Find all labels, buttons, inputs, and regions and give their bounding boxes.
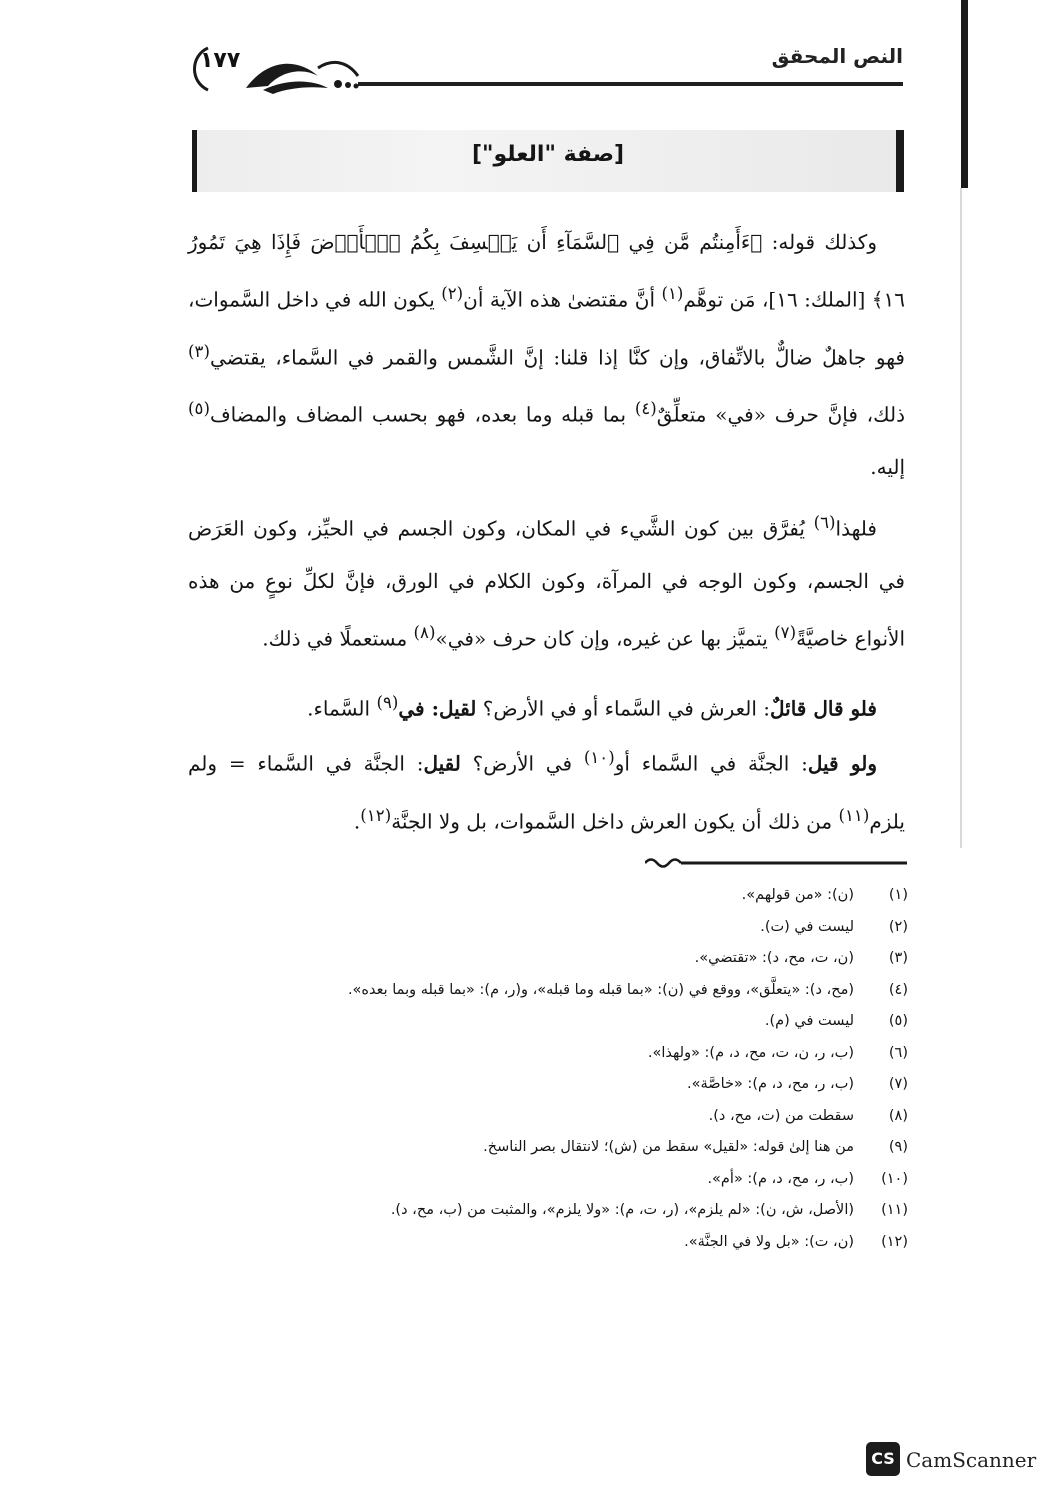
p1-text-f: إليه.: [870, 454, 905, 479]
paragraph-2: [188, 497, 905, 664]
footnote-number: (١٢): [881, 1233, 908, 1250]
footnote-ref-11: (١١): [838, 805, 870, 825]
camscanner-logo-icon: CS: [866, 1442, 900, 1476]
footnote-number: (١): [888, 887, 908, 903]
footnote-text: ليست في (م).: [764, 1013, 854, 1029]
p2-text-b: يُفرَّق بين كون الشَّيء في المكان، وكون الجسم في الحيِّز، وكون العَرَض في الجسم، وكون الوجه في المرآة، وكون الكلام في الورق، فإنَّ لكلِّ نوعٍ من هذه الأنواع خاصيَّةً: [188, 516, 905, 651]
footnote-item: [288, 1132, 908, 1164]
footnote-text: (ن، ت، مح، د): «تقتضي».: [694, 950, 854, 966]
footnote-item: [288, 943, 908, 975]
p4-text-f: من ذلك أن يكون العرش داخل السَّموات، بل ولا الجنَّة: [391, 809, 839, 834]
footnote-item: [288, 1038, 908, 1070]
p1-text-a: مَن توهَّم: [683, 287, 756, 312]
p4-text-d: لقيل: [423, 751, 461, 776]
p1-text-b: أنَّ مقتضىٰ هذه الآية أن: [463, 287, 662, 312]
quran-verse: ﴿ءَأَمِنتُم مَّن فِي ٱلسَّمَآءِ أَن يَخۡسِفَ بِكُمُ ٱلۡأَرۡضَ فَإِذَا هِيَ تَمُورُ ١٦﴾: [188, 230, 905, 312]
footnotes-list: [288, 880, 908, 1258]
footnote-ref-2: (٢): [441, 284, 464, 303]
p3-text-d: السَّماء.: [307, 696, 377, 721]
footnote-number: (٧): [888, 1076, 908, 1092]
section-heading-box: [192, 130, 904, 192]
footnote-text: (ن): «من قولهم».: [741, 887, 854, 903]
p4-text-e: : الجنَّة في السَّماء = ولم يلزم: [188, 751, 905, 834]
p4-text-g: .: [353, 809, 361, 834]
footnote-number: (٣): [888, 950, 908, 966]
p3-text-b: : العرش في السَّماء أو في الأرض؟: [476, 696, 770, 721]
p2-text-c: يتميَّز بها عن غيره، وإن كان حرف «في»: [435, 626, 775, 651]
footnote-number: (١١): [881, 1202, 908, 1218]
section-title: [صفة "العلو"]: [471, 142, 625, 167]
header-title: النص المحقق: [771, 44, 903, 68]
footnote-item: [288, 1069, 908, 1101]
footnote-text: (ن، ت): «بل ولا في الجنَّة».: [684, 1233, 854, 1250]
footnote-ref-1: (١): [661, 284, 684, 303]
footnote-number: (١٠): [881, 1170, 908, 1187]
footnote-item: [288, 1164, 908, 1196]
footnote-item: [288, 975, 908, 1007]
footnote-text: من هنا إلىٰ قوله: «لقيل» سقط من (ش)؛ لانتقال بصر الناسخ.: [483, 1139, 854, 1155]
p2-text-a: فلهذا: [835, 516, 877, 541]
header-rule: [358, 82, 903, 86]
paragraph-4: [188, 732, 905, 847]
footnote-ref-4: (٤): [634, 399, 657, 419]
footnote-text: (ب، ر، مح، د، م): «خاصَّة».: [687, 1076, 854, 1092]
footnote-ref-9: (٩): [376, 693, 399, 712]
footnote-text: ليست في (ت).: [760, 918, 854, 935]
p4-text-b: : الجنَّة في السَّماء أو: [614, 751, 808, 776]
footnote-ref-6: (٦): [813, 513, 836, 532]
p4-text-c: في الأرض؟: [460, 751, 584, 776]
footnote-text: سقطت من (ت، مح، د).: [708, 1107, 854, 1124]
footnote-text: (ب، ر، ن، ت، مح، د، م): «ولهذا».: [647, 1044, 854, 1061]
paragraph-1: [188, 216, 905, 493]
page-edge-line: [960, 188, 962, 848]
p1-text-c: يكون الله في داخل السَّموات، فهو جاهلٌ ضالٌّ بالاتِّفاق، وإن كنَّا إذا قلنا: إنَّ الشَّمس والقمر في السَّماء، يقتضي: [188, 287, 905, 370]
page-edge-shadow: [961, 0, 968, 188]
footnote-number: (٩): [888, 1139, 908, 1155]
footnote-item: [288, 1195, 908, 1227]
running-header: [188, 38, 903, 108]
footnote-number: (٢): [888, 918, 908, 935]
footnote-number: (٥): [888, 1013, 908, 1029]
p3-text-c: لقيل: في: [398, 696, 477, 721]
footnote-item: [288, 1006, 908, 1038]
footnote-separator: [645, 856, 907, 868]
footnote-ref-12: (١٢): [360, 805, 392, 825]
footnote-text: (ب، ر، مح، د، م): «أم».: [707, 1170, 854, 1187]
footnote-number: (٤): [888, 981, 908, 998]
footnote-item: [288, 1227, 908, 1259]
p1-text-e: بما قبله وما بعده، فهو بحسب المضاف والمضاف: [209, 402, 635, 427]
footnote-ref-3: (٣): [188, 341, 210, 361]
paragraph-3: [188, 677, 905, 735]
footnote-number: (٨): [888, 1107, 908, 1124]
footnote-text: (الأصل، ش، ن): «لم يلزم»، (ر، ت، م): «ولا يلزم»، والمثبت من (ب، مح، د).: [390, 1202, 854, 1218]
p1-text-d: ذلك، فإنَّ حرف «في» متعلِّقٌ: [656, 402, 905, 427]
footnote-ref-8: (٨): [413, 622, 436, 642]
p4-text-a: ولو قيل: [807, 751, 878, 776]
footnote-item: [288, 1101, 908, 1133]
footnote-ref-7: (٧): [774, 622, 797, 642]
p3-text-a: فلو قال قائلٌ: [770, 696, 877, 721]
camscanner-watermark: CamScanner: [906, 1448, 1037, 1472]
verse-reference: [الملك: ١٦]،: [755, 287, 872, 312]
footnote-ref-5: (٥): [188, 399, 210, 419]
footnote-item: [288, 880, 908, 912]
footnote-ref-10: (١٠): [583, 748, 615, 767]
p2-text-d: مستعملًا في ذلك.: [262, 626, 414, 651]
footnote-text: (مح، د): «يتعلَّق»، ووقع في (ن): «بما قبله وما قبله»، و(ر، م): «بما قبله وبما بعده».: [347, 981, 854, 998]
p1-intro: وكذلك قوله:: [762, 230, 877, 254]
footnote-item: [288, 912, 908, 944]
footnote-number: (٦): [888, 1044, 908, 1061]
page-number: ١٧٧: [200, 48, 241, 73]
